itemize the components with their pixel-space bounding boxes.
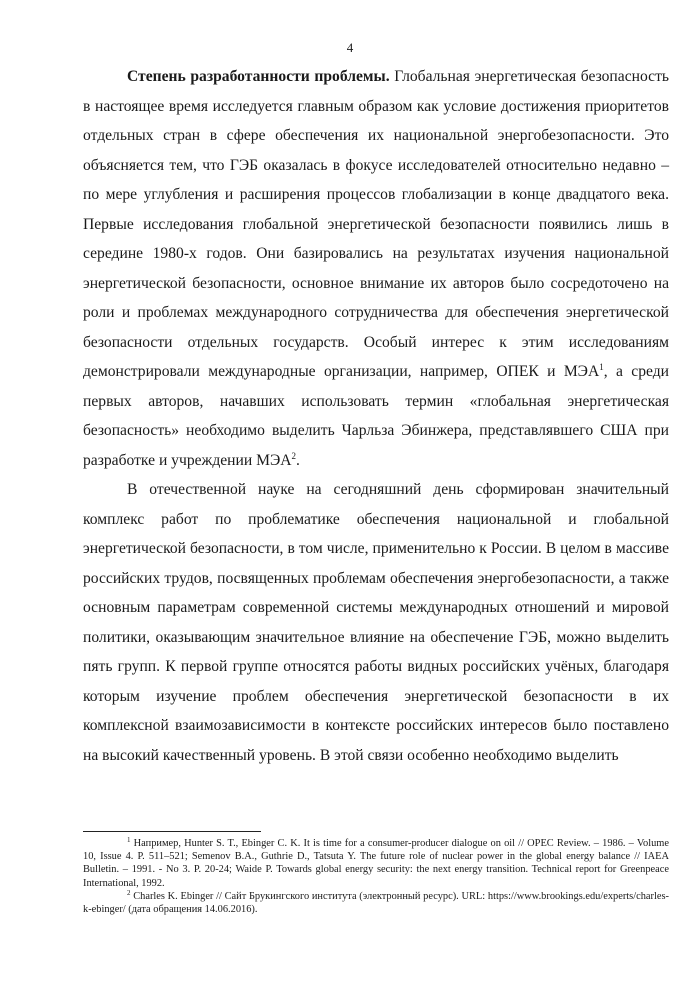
footnote-text: Charles K. Ebinger // Сайт Брукингского института (электронный ресурс). URL: https://www.brookings.edu/experts/charles-k-ebinger/ (дата обращения 14.06.2016). bbox=[83, 890, 669, 916]
footnote-marker: 1 bbox=[127, 836, 131, 844]
paragraph-text: Глобальная энергетическая безопасность в настоящее время исследуется главным образом как условие достижения приоритетов отдельных стран в сфере обеспечения их национальной энергобезопасности. Это объясняется тем, что ГЭБ оказалась в фокусе исследователей относительно недавно – по мере углубления и расширения процессов глобализации в конце двадцатого века. Первые исследования глобальной энергетической безопасности появились лишь в середине 1980-х годов. Они базировались на результатах изучения национальной энергетической безопасности, основное внимание их авторов было сосредоточено на роли и проблемах международного сотрудничества для обеспечения энергетической безопасности отдельных государств. Особый интерес к этим исследованиям демонстрировали международные организации, например, ОПЕК и МЭА bbox=[83, 68, 670, 380]
paragraph-degree-of-elaboration bbox=[83, 62, 669, 475]
footnote-2 bbox=[83, 890, 669, 916]
footnote-separator bbox=[83, 831, 261, 832]
footnote-1 bbox=[83, 837, 669, 890]
page-number: 4 bbox=[346, 40, 354, 55]
paragraph-text: . bbox=[296, 451, 300, 469]
paragraph-text: , а среди первых авторов, начавших использовать термин «глобальная энергетическая безопасность» необходимо выделить Чарльза Эбинжера, представлявшего США при разработке и учреждении МЭА bbox=[83, 363, 669, 469]
footnote-ref-1[interactable]: 1 bbox=[599, 362, 604, 372]
paragraph-domestic-research: В отечественной науке на сегодняшний день сформирован значительный комплекс работ по проблематике обеспечения национальной и глобальной энергетической безопасности, в том числе, применительно к России. В целом в массиве российских трудов, посвященных проблемам обеспечения энергобезопасности, а также основным параметрам современной системы международных отношений и мировой политики, оказывающим значительное влияние на обеспечение ГЭБ, можно выделить пять групп. К первой группе относятся работы видных российских учёных, благодаря которым изучение проблем обеспечения энергетической безопасности в их комплексной взаимозависимости в контексте российских интересов было поставлено на высокий качественный уровень. В этой связи особенно необходимо выделить bbox=[83, 481, 669, 764]
paragraph-lead-heading: Степень разработанности проблемы. bbox=[127, 68, 390, 85]
footnote-text: Например, Hunter S. T., Ebinger C. K. It is time for a consumer-producer dialogue on oil // OPEC Review. – 1986. – Volume 10, Issue 4. P. 511–521; Semenov B.A., Guthrie D., Tatsuta Y. The future role of nuclear power in the global energy balance // IAEA Bulletin. – 1991. - No 3. P. 20-24; Waide P. Towards global energy security: the next energy transition. Technical report for Greenpeace International, 1992. bbox=[83, 838, 669, 889]
footnotes bbox=[83, 837, 669, 916]
body-text bbox=[83, 62, 669, 770]
footnote-marker: 2 bbox=[127, 888, 131, 897]
footnote-ref-2[interactable]: 2 bbox=[291, 450, 297, 461]
